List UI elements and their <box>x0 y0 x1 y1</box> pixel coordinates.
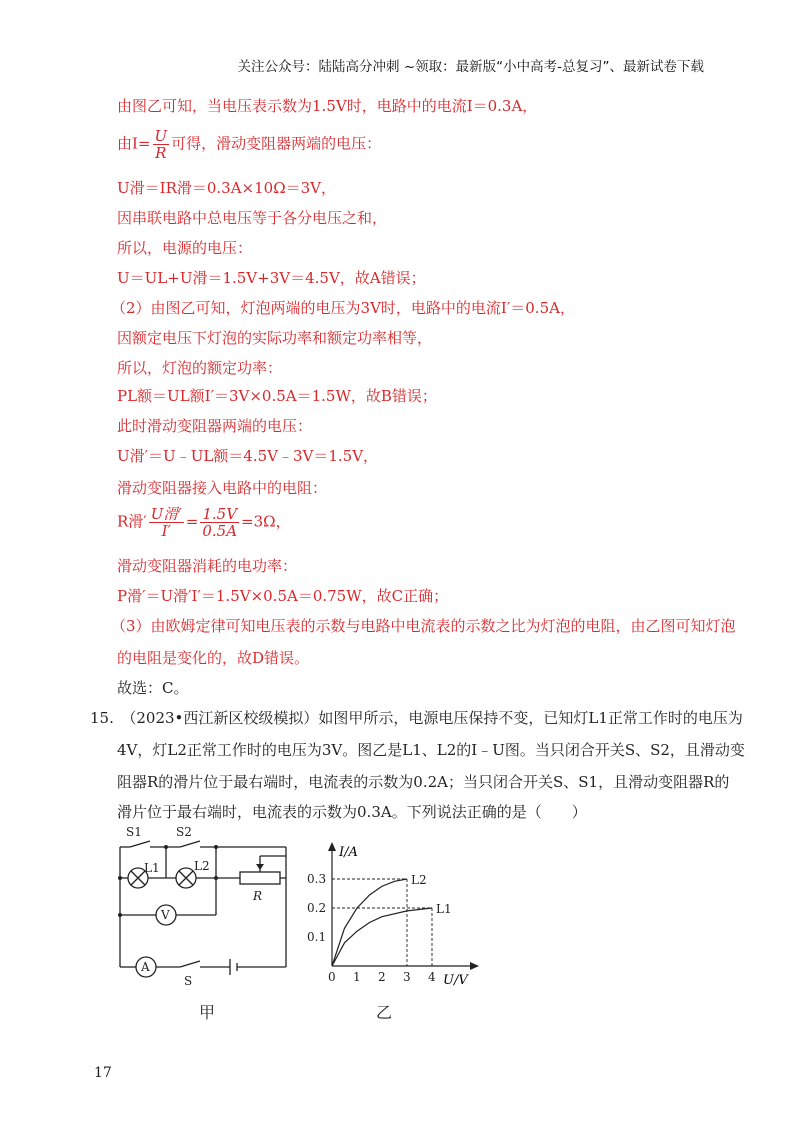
y-tick-label: 0.3 <box>307 872 327 886</box>
solution-line: U滑′＝U﹣UL额＝4.5V﹣3V＝1.5V， <box>117 447 379 465</box>
solution-line: PL额＝UL额I′＝3V×0.5A＝1.5W，故B错误； <box>117 387 437 405</box>
y-axis-label: I/A <box>339 845 358 860</box>
iu-chart <box>305 840 485 990</box>
solution-line-formula <box>117 128 381 161</box>
solution-line: 由图乙可知，当电压表示数为1.5V时，电路中的电流I＝0.3A， <box>117 97 538 115</box>
page-header: 关注公众号：陆陆高分冲刺 ~领取：最新版“小中高考-总复习”、最新试卷下载 <box>237 59 704 75</box>
question-line: 4V，灯L2正常工作时的电压为3V。图乙是L1、L2的I﹣U图。当只闭合开关S、S2，且滑动变 <box>117 741 745 759</box>
y-axis-arrow <box>328 842 336 851</box>
y-tick-label: 0.1 <box>307 930 327 944</box>
fraction-denominator: 0.5A <box>202 522 238 540</box>
ammeter-label: A <box>141 960 150 974</box>
lamp-l2-label: L2 <box>194 859 210 873</box>
x-tick-label: 3 <box>403 970 411 984</box>
series-label-l2: L2 <box>411 873 427 887</box>
x-tick-label: 4 <box>428 970 436 984</box>
fraction-u-over-i <box>149 506 184 539</box>
equals-sign: = <box>185 512 199 531</box>
circuit-diagram <box>110 822 300 992</box>
formula-suffix: 可得，滑动变阻器两端的电压： <box>171 134 382 153</box>
voltmeter-label: V <box>161 908 170 922</box>
x-axis-label: U/V <box>443 973 468 988</box>
fraction-values <box>200 506 239 539</box>
solution-line: 此时滑动变阻器两端的电压： <box>117 417 313 435</box>
figure-caption-yi: 乙 <box>376 1003 393 1022</box>
page-number: 17 <box>94 1065 112 1081</box>
solution-line: U滑＝IR滑＝0.3A×10Ω＝3V， <box>117 179 337 197</box>
fraction-numerator: U <box>154 127 168 145</box>
figure-caption-jia: 甲 <box>199 1003 216 1022</box>
series-line-l1 <box>332 908 432 966</box>
question-line: 阻器R的滑片位于最右端时，电流表的示数为0.2A；当只闭合开关S、S1，且滑动变阻器R的 <box>117 773 730 791</box>
formula-prefix: 由I= <box>117 134 151 153</box>
question-line: 滑片位于最右端时，电流表的示数为0.3A。下列说法正确的是（ ） <box>117 803 587 821</box>
switch-s1-label: S1 <box>126 825 142 839</box>
solution-line: 因额定电压下灯泡的实际功率和额定功率相等， <box>117 329 433 347</box>
lamp-l1-label: L1 <box>144 861 160 875</box>
solution-line: （3）由欧姆定律可知电压表的示数与电路中电流表的示数之比为灯泡的电阻，由乙图可知灯泡 <box>111 617 736 635</box>
x-tick-label: 0 <box>328 970 336 984</box>
question-line: 15. （2023•西江新区校级模拟）如图甲所示，电源电压保持不变，已知灯L1正常工作时的电压为 <box>90 709 743 727</box>
solution-line: 滑动变阻器接入电路中的电阻： <box>117 479 328 497</box>
x-tick-label: 1 <box>353 970 361 984</box>
x-tick-label: 2 <box>378 970 386 984</box>
fraction-numerator: 1.5V <box>202 505 238 523</box>
series-label-l1: L1 <box>436 902 452 916</box>
fraction-denominator: I′ <box>161 522 171 540</box>
solution-line: 因串联电路中总电压等于各分电压之和， <box>117 209 388 227</box>
solution-line: P滑′＝U滑′I′＝1.5V×0.5A＝0.75W，故C正确； <box>117 587 449 605</box>
solution-line-resistance <box>117 506 291 539</box>
solution-line: 的电阻是变化的，故D错误。 <box>117 649 310 667</box>
answer-line: 故选：C。 <box>117 679 189 697</box>
formula-suffix: =3Ω， <box>241 512 291 531</box>
y-tick-label: 0.2 <box>307 901 327 915</box>
formula-prefix: R滑′ <box>117 512 147 531</box>
rheostat-label: R <box>253 889 263 903</box>
solution-line: 滑动变阻器消耗的电功率： <box>117 557 298 575</box>
solution-line: 所以，电源的电压： <box>117 239 253 257</box>
x-axis-arrow <box>470 962 479 970</box>
switch-s2-label: S2 <box>176 825 192 839</box>
switch-s-label: S <box>184 974 193 988</box>
fraction-u-over-r <box>153 128 170 161</box>
solution-line: U＝UL+U滑＝1.5V+3V＝4.5V，故A错误； <box>117 269 426 287</box>
fraction-numerator: U滑′ <box>150 505 182 523</box>
solution-line: （2）由图乙可知，灯泡两端的电压为3V时，电路中的电流I′＝0.5A， <box>111 299 575 317</box>
fraction-denominator: R <box>155 144 167 162</box>
solution-line: 所以，灯泡的额定功率： <box>117 359 283 377</box>
